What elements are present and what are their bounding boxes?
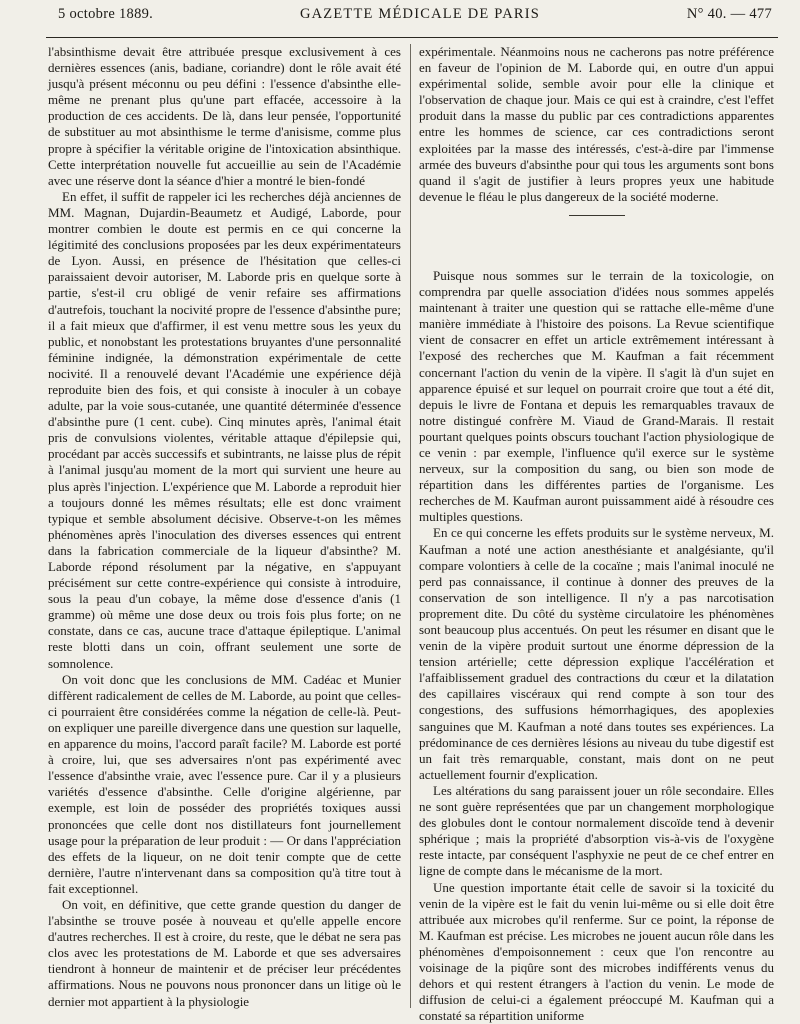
- paragraph: En ce qui concerne les effets produits sur le système nerveux, M. Kaufman a noté une action anesthésiante et analgésiante, qu'il compare volontiers à celle de la cocaïne ; mais l'animal inoculé ne perd pas connaissance, il continue à donner des preuves de la conservation de son intelligence. Il n'y a pas narcotisation proprement dite. Du côté du système circulatoire les phénomènes sont beaucoup plus accentués. On peut les résumer en disant que le venin de la vipère produit surtout une énorme dépression de la tension artérielle; cette dépression explique l'accélération et l'affaiblissement graduel des contractions du cœur et la dilatation des capillaires viscéraux qui rend compte à son tour des congestions, des suffusions hémorrhagiques, des apoplexies sanguines que M. Kaufman a noté dans toutes ses expériences. La prédominance de ces dernières lésions au niveau du tube digestif est un fait très remarquable, constant, mais dont on ne peut actuellement fournir d'explication.: [419, 525, 774, 783]
- page-header: [58, 6, 772, 30]
- paragraph: En effet, il suffit de rappeler ici les recherches déjà anciennes de MM. Magnan, Dujardin-Beaumetz et Audigé, Laborde, pour montrer combien le doute est permis en ce qui concerne la légitimité des conclusions proposées par les deux expérimentateurs de Lyon. Aussi, en présence de l'hésitation que celles-ci paraissaient devoir autoriser, M. Laborde pris en quelque sorte à partie, s'est-il cru obligé de venir refaire ses affirmations d'autrefois, touchant la nocivité propre de l'essence d'absinthe pure; il a fait mieux que d'affirmer, il est venu mettre sous les yeux du public, et nonobstant les protestations bruyantes d'une personnalité féminine indignée, la démonstration expérimentale de cette nocivité. Il a renouvelé devant l'Académie une expérience déjà reproduite bien des fois, et qui consiste à inoculer à un cobaye adulte, par la voie sous-cutanée, une quantité déterminée d'essence d'absinthe pure (1 cent. cube). Cinq minutes après, l'animal était pris de convulsions violentes, véritable attaque d'épilepsie qui, procédant par accès successifs et subintrants, ne laisse plus de répit à l'animal jusqu'au moment de la mort qui survient une heure au plus après l'injection. L'expérience que M. Laborde a reproduit hier a toujours donné les mêmes résultats; elle est donc vraiment typique et semble absolument décisive. Observe-t-on les mêmes phénomènes après l'inoculation des diverses essences qui entrent dans la fabrication commerciale de la liqueur d'absinthe? M. Laborde répond résolument par la négative, en s'appuyant précisément sur cette contre-expérience qui consiste à introduire, sous la peau d'un cobaye, la même dose d'essence d'anis (1 gramme) où même une dose deux ou trois fois plus forte; on ne constate, dans ce cas, aucune trace d'attaque épileptique. L'animal reste blotti dans un coin, offrant seulement une sorte de somnolence.: [48, 189, 401, 672]
- paragraph: Puisque nous sommes sur le terrain de la toxicologie, on comprendra par quelle association d'idées nous sommes appelés maintenant à traiter une question qui se rattache elle-même d'une manière immédiate à l'histoire des poisons. La Revue scientifique vient de consacrer en effet un article extrêmement intéressant à l'exposé des recherches que M. Kaufman a fait récemment concernant l'action du venin de la vipère. Il s'agit là d'un sujet en apparence épuisé et sur lequel on pourrait croire que tout a été dit, depuis le livre de Fontana et depuis les remarquables travaux de notre distingué confrère M. Viaud de Grand-Marais. Il restait pourtant quelques points obscurs touchant l'action physiologique de ce venin : par exemple, l'influence qu'il exerce sur le système nerveux, sur la composition du sang, ou bien son mode de répartition dans les différentes parties de l'organisme. Les recherches de M. Kaufman auront puissamment aidé à résoudre ces multiples questions.: [419, 268, 774, 526]
- right-column: [419, 44, 774, 1010]
- paragraph: l'absinthisme devait être attribuée presque exclusivement à ces dernières essences (anis, badiane, coriandre) dont le rôle avait été jusqu'à présent méconnu ou peu défini : l'essence d'absinthe elle-même ne prenant plus qu'une part effacée, accessoire à la production de ces accidents. De là, dans leur pensée, l'opportunité de substituer au mot absinthisme le terme d'anisisme, comme plus propre à spécifier la véritable origine de l'intoxication absinthique. Cette interprétation nouvelle fut accueillie au sein de l'Académie avec une réserve dont la séance d'hier a montré le bien-fondé: [48, 44, 401, 189]
- header-rule: [46, 37, 778, 38]
- section-separator: [569, 215, 625, 216]
- paragraph: On voit donc que les conclusions de MM. Cadéac et Munier diffèrent radicalement de celles de M. Laborde, au point que celles-ci pourraient être considérées comme la négation de celle-là. Peut-on expliquer une pareille divergence dans une question sur laquelle, en apparence du moins, l'accord paraît facile? M. Laborde est porté à croire, lui, que ses adversaires n'ont pas expérimenté avec l'essence d'absinthe vraie, avec l'essence pure. Car il y a plusieurs variétés d'essence d'absinthe. Celle d'origine algérienne, par exemple, est loin de posséder des propriétés toxiques aussi prononcées que celle dont nos distillateurs font journellement usage pour la préparation de leur produit : — Or dans l'appréciation des effets de la liqueur, on ne doit tenir compte que de cette dernière, l'autre n'intervenant dans sa composition qu'à titre tout à fait exceptionnel.: [48, 672, 401, 897]
- paragraph: On voit, en définitive, que cette grande question du danger de l'absinthe se trouve posée à nouveau et qu'elle appelle encore d'autres recherches. Il est à croire, du reste, que le débat ne sera pas clos avec les protestations de M. Laborde et que ses adversaires tiendront à honneur de maintenir et de préciser leur précédentes affirmations. Nous ne pouvons nous prononcer dans un litige où le dernier mot appartient à la physiologie: [48, 897, 401, 1010]
- page-number: N° 40. — 477: [687, 6, 772, 23]
- paragraph: Une question importante était celle de savoir si la toxicité du venin de la vipère est le fait du venin lui-même ou si elle doit être attribuée aux microbes qu'il renferme. Sur ce point, la réponse de M. Kaufman est précise. Les microbes ne jouent aucun rôle dans les phénomènes d'empoisonnement : ceux que l'on rencontre au voisinage de la piqûre sont des microbes indifférents venus du dehors et qui restent étrangers à l'action du venin. Le mode de diffusion de celui-ci a également préoccupé M. Kaufman qui a constaté sa répartition uniforme: [419, 880, 774, 1024]
- issue-date: 5 octobre 1889.: [58, 6, 153, 23]
- paragraph: Les altérations du sang paraissent jouer un rôle secondaire. Elles ne sont guère représentées que par un changement morphologique des globules dont le contour normalement discoïde tend à devenir sphérique ; mais la propriété d'absorption vis-à-vis de l'oxygène reste intacte, par conséquent l'asphyxie ne peut de ce chef entrer en ligne de compte dans le mécanisme de la mort.: [419, 783, 774, 880]
- paragraph: expérimentale. Néanmoins nous ne cacherons pas notre préférence en faveur de l'opinion de M. Laborde qui, en outre d'un appui expérimental solide, semble avoir pour elle la clinique et l'observation de chaque jour. Mais ce qui est à craindre, c'est l'effet produit dans la masse du public par ces contradictions apparentes entre les hommes de science, car ces contradictions seront exploitées par la masse des intéressés, c'est-à-dire par l'immense armée des buveurs d'absinthe pour qui tous les arguments sont bons quand il s'agit de justifier à leurs propres yeux une habitude devenue le fléau le plus dangereux de la société moderne.: [419, 44, 774, 205]
- column-divider: [410, 44, 411, 1008]
- left-column: [48, 44, 401, 1010]
- journal-title: GAZETTE MÉDICALE DE PARIS: [300, 6, 540, 23]
- show-through-area: [419, 230, 774, 268]
